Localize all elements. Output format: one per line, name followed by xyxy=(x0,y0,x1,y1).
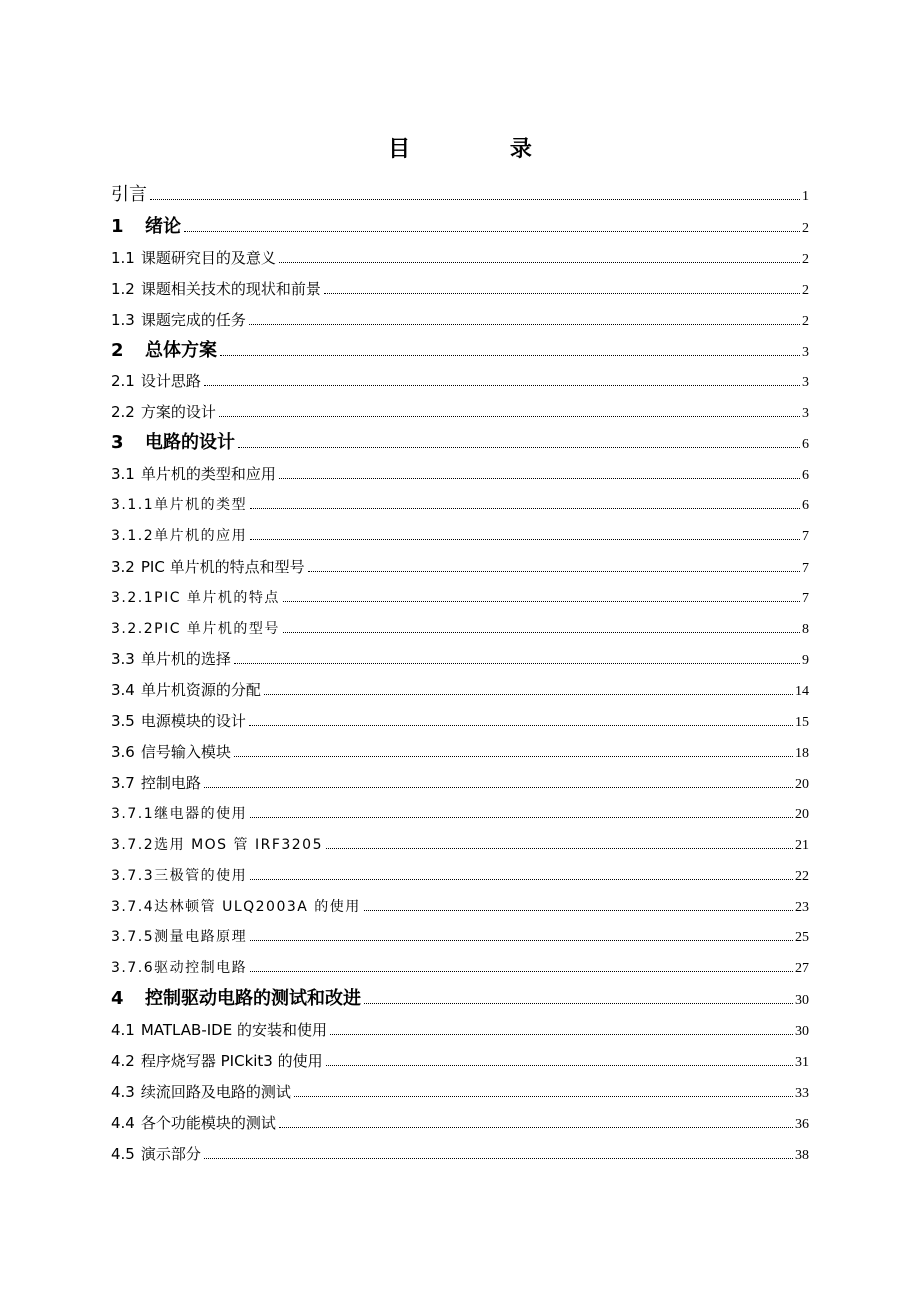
toc-entry-text: 引言 xyxy=(111,184,147,205)
toc-entry xyxy=(111,556,809,587)
toc-entry xyxy=(111,648,809,679)
dot-leader xyxy=(234,663,800,664)
toc-entry-text: 单片机的选择 xyxy=(140,650,231,669)
toc-entry-text: 控制驱动电路的测试和改进 xyxy=(145,988,361,1010)
dot-leader xyxy=(279,478,800,479)
toc-entry xyxy=(111,988,809,1019)
dot-leader xyxy=(249,324,800,325)
toc-entry-label xyxy=(111,278,321,300)
toc-entry xyxy=(111,710,809,741)
toc-entry-number: 3 xyxy=(111,432,124,454)
toc-entry-text: 电源模块的设计 xyxy=(140,712,246,731)
toc-entry xyxy=(111,184,809,216)
toc-entry xyxy=(111,309,809,340)
dot-leader xyxy=(330,1034,793,1035)
toc-entry-text: PIC 单片机的特点 xyxy=(154,589,280,606)
dot-leader xyxy=(249,725,793,726)
toc-entry xyxy=(111,772,809,803)
toc-entry-text: 续流回路及电路的测试 xyxy=(140,1082,291,1101)
toc-entry-number: 3.7.4 xyxy=(111,898,155,915)
toc-entry xyxy=(111,896,809,927)
toc-entry-label xyxy=(111,926,247,948)
toc-entry xyxy=(111,1050,809,1081)
toc-entry-page-number: 2 xyxy=(802,221,809,236)
dot-leader xyxy=(220,355,800,356)
toc-entry-label xyxy=(111,216,181,238)
dot-leader xyxy=(326,848,793,849)
toc-entry xyxy=(111,865,809,896)
dot-leader xyxy=(364,1003,793,1004)
toc-entry-page-number: 1 xyxy=(802,189,809,204)
toc-entry-number: 4.4 xyxy=(111,1113,135,1132)
toc-entry-text: 课题研究目的及意义 xyxy=(140,248,276,267)
toc-entry-label xyxy=(111,340,217,362)
toc-entry-page-number: 9 xyxy=(802,653,809,669)
toc-entry-label xyxy=(111,587,280,609)
toc-entry-page-number: 3 xyxy=(802,344,809,360)
toc-entry-label xyxy=(111,865,247,887)
toc-entry xyxy=(111,1019,809,1050)
toc-entry-text: 单片机资源的分配 xyxy=(140,681,261,700)
dot-leader xyxy=(204,1158,793,1159)
toc-entry-page-number: 23 xyxy=(795,899,809,915)
dot-leader xyxy=(238,447,800,448)
dot-leader xyxy=(294,1096,793,1097)
toc-entry-number: 3.6 xyxy=(111,743,135,762)
dot-leader xyxy=(250,879,793,880)
toc-entry-text: 信号输入模块 xyxy=(140,743,231,762)
toc-entry-label xyxy=(111,834,323,856)
toc-entry-label xyxy=(111,494,247,516)
dot-leader xyxy=(219,416,800,417)
toc-entry xyxy=(111,1143,809,1174)
toc-entry-text: 单片机的类型 xyxy=(154,497,248,514)
toc-entry-text: 程序烧写器 PICkit3 的使用 xyxy=(140,1052,323,1071)
toc-entry xyxy=(111,618,809,649)
toc-entry-page-number: 20 xyxy=(795,777,809,793)
toc-entry-page-number: 6 xyxy=(802,498,809,514)
toc-entry-number: 4 xyxy=(111,988,124,1010)
dot-leader xyxy=(264,694,793,695)
dot-leader xyxy=(250,940,793,941)
toc-entry-page-number: 33 xyxy=(795,1085,809,1101)
dot-leader xyxy=(308,571,800,572)
toc-entry-page-number: 30 xyxy=(795,993,809,1009)
toc-entry xyxy=(111,834,809,865)
toc-entry xyxy=(111,370,809,401)
toc-entry-text: MATLAB-IDE 的安装和使用 xyxy=(140,1021,327,1040)
toc-entry-text: 课题完成的任务 xyxy=(140,310,246,329)
toc-entry-text: PIC 单片机的特点和型号 xyxy=(140,557,305,576)
toc-entry-number: 3.5 xyxy=(111,712,135,731)
toc-entry-label xyxy=(111,1143,201,1165)
toc-entry-number: 1.2 xyxy=(111,279,135,298)
dot-leader xyxy=(279,262,800,263)
toc-entry-text: 课题相关技术的现状和前景 xyxy=(140,279,321,298)
toc-entry-page-number: 22 xyxy=(795,868,809,884)
toc-entry-label xyxy=(111,309,246,331)
toc-entry-label xyxy=(111,618,280,640)
dot-leader xyxy=(283,601,800,602)
toc-entry-page-number: 27 xyxy=(795,961,809,977)
dot-leader xyxy=(324,293,800,294)
page-title: 目 录 xyxy=(388,136,578,162)
toc-entry-text: 方案的设计 xyxy=(140,403,216,422)
toc-entry-page-number: 2 xyxy=(802,313,809,329)
toc-entry-text: 总体方案 xyxy=(145,339,217,361)
toc-entry-number: 3.7.2 xyxy=(111,836,155,853)
toc-entry-label xyxy=(111,648,231,670)
toc-entry-page-number: 38 xyxy=(795,1147,809,1163)
toc-entry-page-number: 2 xyxy=(802,282,809,298)
toc-entry-label xyxy=(111,679,261,701)
toc-entry-number: 4.3 xyxy=(111,1082,135,1101)
toc-entry xyxy=(111,494,809,525)
toc-entry xyxy=(111,278,809,309)
toc-entry-page-number: 18 xyxy=(795,746,809,762)
toc-entry-text: 各个功能模块的测试 xyxy=(140,1113,276,1132)
toc-entry-label xyxy=(111,401,216,423)
dot-leader xyxy=(250,971,793,972)
toc-entry-label xyxy=(111,1081,291,1103)
toc-entry xyxy=(111,463,809,494)
toc-entry-number: 3.3 xyxy=(111,650,135,669)
dot-leader xyxy=(184,231,800,232)
toc-entry-text: 电路的设计 xyxy=(145,432,235,454)
toc-entry-label xyxy=(111,772,201,794)
toc-entry-number: 3.4 xyxy=(111,681,135,700)
toc-entry-number: 2 xyxy=(111,339,124,361)
dot-leader xyxy=(326,1065,793,1066)
toc-entry-label xyxy=(111,184,147,206)
toc-entry-number: 1.3 xyxy=(111,310,135,329)
toc-entry-page-number: 6 xyxy=(802,437,809,453)
toc-entry-text: 选用 MOS 管 IRF3205 xyxy=(154,836,323,853)
toc-entry-page-number: 30 xyxy=(795,1024,809,1040)
toc-entry xyxy=(111,216,809,247)
toc-entry xyxy=(111,247,809,278)
toc-entry-text: PIC 单片机的型号 xyxy=(154,620,280,637)
toc-entry-page-number: 15 xyxy=(795,715,809,731)
toc-entry-label xyxy=(111,556,305,578)
toc-entry-number: 1.1 xyxy=(111,248,135,267)
toc-entry-number: 3.2.1 xyxy=(111,589,155,606)
toc-entry-number: 1 xyxy=(111,216,124,237)
toc-entry-number: 3.1.2 xyxy=(111,527,155,544)
toc-entry-label xyxy=(111,1112,276,1134)
toc-entry-page-number: 2 xyxy=(802,251,809,267)
toc-entry-number: 4.1 xyxy=(111,1021,135,1040)
toc-entry xyxy=(111,679,809,710)
toc-entry-page-number: 8 xyxy=(802,621,809,637)
toc-entry xyxy=(111,926,809,957)
toc-entry-number: 3.7.3 xyxy=(111,867,155,884)
toc-entry-page-number: 3 xyxy=(802,375,809,391)
toc-entry-page-number: 20 xyxy=(795,806,809,822)
dot-leader xyxy=(204,385,800,386)
toc-entry-label xyxy=(111,1019,327,1041)
dot-leader xyxy=(364,910,793,911)
toc-entry-text: 绪论 xyxy=(145,216,181,237)
toc-entry-label xyxy=(111,525,247,547)
toc-entry xyxy=(111,741,809,772)
toc-entry-number: 3.7.6 xyxy=(111,960,155,977)
toc-entry xyxy=(111,401,809,432)
toc-entry-page-number: 7 xyxy=(802,560,809,576)
toc-entry-page-number: 36 xyxy=(795,1116,809,1132)
toc-entry-page-number: 25 xyxy=(795,930,809,946)
toc-entry-number: 3.2 xyxy=(111,557,135,576)
toc-entry-label xyxy=(111,741,231,763)
toc-entry xyxy=(111,340,809,371)
toc-entry-number: 3.7.1 xyxy=(111,805,155,822)
toc-entry-page-number: 31 xyxy=(795,1055,809,1071)
toc-entry-text: 设计思路 xyxy=(140,372,201,391)
dot-leader xyxy=(283,632,800,633)
toc-entry xyxy=(111,432,809,463)
dot-leader xyxy=(279,1127,793,1128)
toc-entry-label xyxy=(111,370,201,392)
toc-entry-text: 演示部分 xyxy=(140,1144,201,1163)
toc-entry-text: 驱动控制电路 xyxy=(154,960,248,977)
toc-entry-page-number: 21 xyxy=(795,837,809,853)
dot-leader xyxy=(250,508,800,509)
toc-entry-label xyxy=(111,710,246,732)
toc-entry xyxy=(111,525,809,556)
toc-entry xyxy=(111,803,809,834)
toc-entry-number: 4.5 xyxy=(111,1144,135,1163)
toc-entry-number: 2.1 xyxy=(111,372,135,391)
toc-entry-text: 继电器的使用 xyxy=(154,805,248,822)
toc-entry-text: 三极管的使用 xyxy=(154,867,248,884)
toc-entry-number: 2.2 xyxy=(111,403,135,422)
dot-leader xyxy=(250,539,800,540)
toc-entry-text: 单片机的类型和应用 xyxy=(140,465,276,484)
toc-entry-number: 3.2.2 xyxy=(111,620,155,637)
dot-leader xyxy=(250,817,793,818)
toc-entry-number: 3.1 xyxy=(111,465,135,484)
toc-entry-number: 4.2 xyxy=(111,1052,135,1071)
toc-entry-text: 测量电路原理 xyxy=(154,929,248,946)
toc-entry-label xyxy=(111,247,276,269)
toc-entry-page-number: 7 xyxy=(802,528,809,544)
toc-entry-label xyxy=(111,432,235,454)
toc-entry-label xyxy=(111,1050,323,1072)
toc-entry xyxy=(111,587,809,618)
toc-entry-label xyxy=(111,463,276,485)
toc-entry-label xyxy=(111,988,361,1010)
toc-entry xyxy=(111,1112,809,1143)
dot-leader xyxy=(204,787,793,788)
toc-entry-number: 3.7 xyxy=(111,774,135,793)
table-of-contents xyxy=(111,184,809,1174)
toc-entry-page-number: 3 xyxy=(802,406,809,422)
toc-entry-page-number: 6 xyxy=(802,468,809,484)
toc-entry-label xyxy=(111,803,247,825)
toc-entry xyxy=(111,957,809,988)
toc-entry-text: 单片机的应用 xyxy=(154,527,248,544)
toc-entry-number: 3.1.1 xyxy=(111,497,155,514)
toc-entry xyxy=(111,1081,809,1112)
toc-entry-text: 控制电路 xyxy=(140,774,201,793)
dot-leader xyxy=(150,199,800,200)
toc-entry-text: 达林顿管 ULQ2003A 的使用 xyxy=(154,898,361,915)
dot-leader xyxy=(234,756,793,757)
toc-entry-label xyxy=(111,896,361,918)
toc-entry-number: 3.7.5 xyxy=(111,929,155,946)
toc-entry-page-number: 7 xyxy=(802,590,809,606)
toc-entry-label xyxy=(111,957,247,979)
toc-entry-page-number: 14 xyxy=(795,684,809,700)
